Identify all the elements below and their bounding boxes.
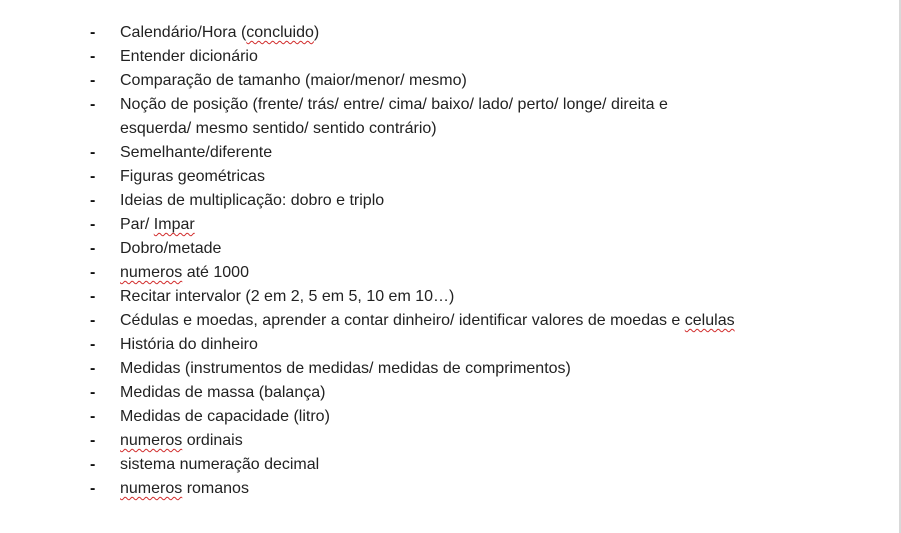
list-item bbox=[0, 141, 740, 165]
bullet-dash: - bbox=[90, 48, 96, 65]
bullet-dash: - bbox=[90, 456, 96, 473]
item-text: sistema numeração decimal bbox=[120, 456, 320, 473]
bullet-dash: - bbox=[90, 144, 96, 161]
item-text: Calendário/Hora ( bbox=[120, 24, 247, 41]
list-item bbox=[0, 429, 740, 453]
misspelled-word: celulas bbox=[684, 312, 735, 329]
item-text: Recitar intervalor (2 em 2, 5 em 5, 10 em 10…) bbox=[120, 288, 455, 305]
misspelled-word: Impar bbox=[153, 216, 195, 233]
list-item bbox=[0, 477, 740, 501]
list-item bbox=[0, 93, 740, 141]
bullet-dash: - bbox=[90, 432, 96, 449]
misspelled-word: numeros bbox=[120, 432, 183, 449]
bullet-dash: - bbox=[90, 288, 96, 305]
item-text: ordinais bbox=[182, 432, 243, 449]
item-text: Ideias de multiplicação: dobro e triplo bbox=[120, 192, 385, 209]
item-text: Dobro/metade bbox=[120, 240, 222, 257]
item-text: até 1000 bbox=[182, 264, 249, 281]
item-text: Medidas de massa (balança) bbox=[120, 384, 326, 401]
item-text: Medidas de capacidade (litro) bbox=[120, 408, 330, 425]
item-text: História do dinheiro bbox=[120, 336, 258, 353]
item-text: Par/ bbox=[120, 216, 154, 233]
bullet-dash: - bbox=[90, 24, 96, 41]
bullet-dash: - bbox=[90, 384, 96, 401]
list-item bbox=[0, 21, 740, 45]
misspelled-word: concluido bbox=[246, 24, 314, 41]
list-item bbox=[0, 237, 740, 261]
list-item bbox=[0, 165, 740, 189]
list-item bbox=[0, 405, 740, 429]
list-item bbox=[0, 333, 740, 357]
list-item bbox=[0, 189, 740, 213]
list-item bbox=[0, 213, 740, 237]
list-item bbox=[0, 261, 740, 285]
bullet-dash: - bbox=[90, 192, 96, 209]
item-text: Comparação de tamanho (maior/menor/ mesmo) bbox=[120, 72, 467, 89]
bullet-dash: - bbox=[90, 408, 96, 425]
bullet-dash: - bbox=[90, 360, 96, 377]
list-item bbox=[0, 69, 740, 93]
bullet-dash: - bbox=[90, 216, 96, 233]
item-text: romanos bbox=[182, 480, 249, 497]
item-text: Noção de posição (frente/ trás/ entre/ cima/ baixo/ lado/ perto/ longe/ direita e esquerda/ mesmo sentido/ sentido contrário) bbox=[120, 96, 673, 137]
bullet-dash: - bbox=[90, 312, 96, 329]
list-item bbox=[0, 45, 740, 69]
list-item bbox=[0, 285, 740, 309]
bullet-dash: - bbox=[90, 264, 96, 281]
bullet-dash: - bbox=[90, 336, 96, 353]
bullet-dash: - bbox=[90, 96, 96, 113]
bullet-dash: - bbox=[90, 480, 96, 497]
item-text: ) bbox=[313, 24, 320, 41]
bullet-dash: - bbox=[90, 168, 96, 185]
list-item bbox=[0, 381, 740, 405]
item-text: Medidas (instrumentos de medidas/ medidas de comprimentos) bbox=[120, 360, 571, 377]
list-item bbox=[0, 309, 740, 333]
misspelled-word: numeros bbox=[120, 264, 183, 281]
bullet-dash: - bbox=[90, 72, 96, 89]
item-text: Cédulas e moedas, aprender a contar dinheiro/ identificar valores de moedas e bbox=[120, 312, 685, 329]
item-text: Entender dicionário bbox=[120, 48, 258, 65]
item-text: Semelhante/diferente bbox=[120, 144, 273, 161]
misspelled-word: numeros bbox=[120, 480, 183, 497]
item-text: Figuras geométricas bbox=[120, 168, 265, 185]
bullet-list bbox=[0, 21, 880, 501]
list-item bbox=[0, 453, 740, 477]
list-item bbox=[0, 357, 740, 381]
bullet-dash: - bbox=[90, 240, 96, 257]
